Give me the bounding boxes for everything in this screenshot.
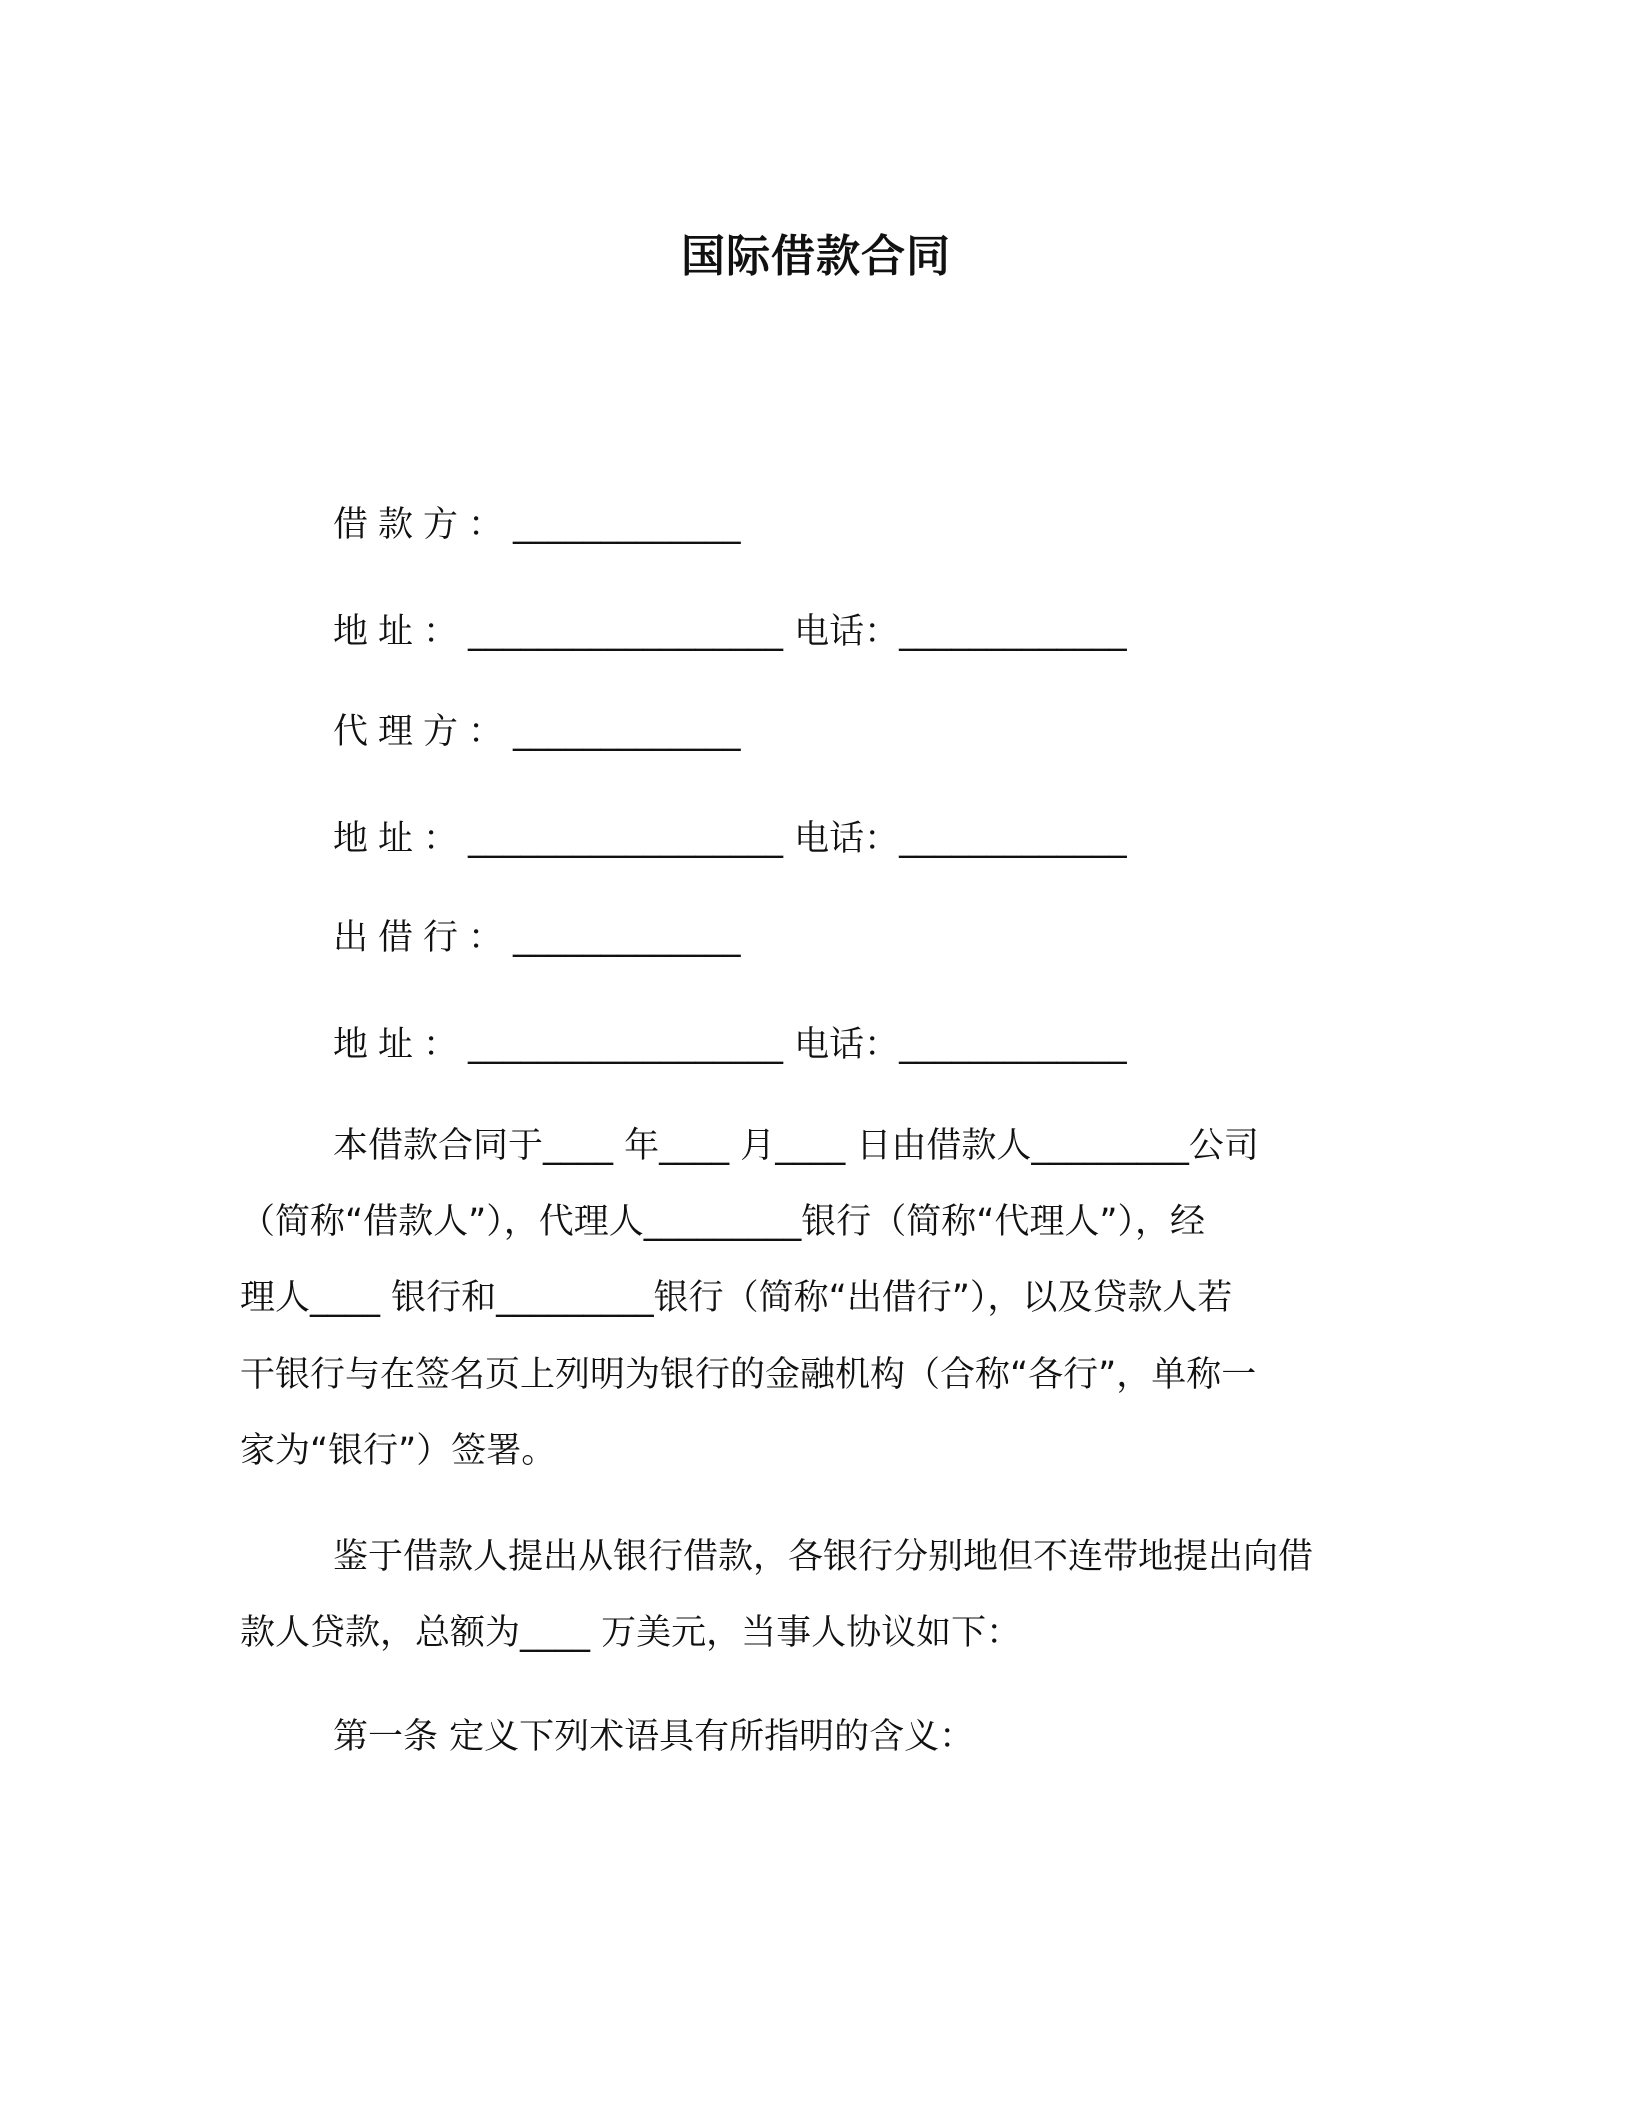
agent-phone-label: 电话： xyxy=(794,819,900,859)
lender-address-label: 地址： xyxy=(333,1025,469,1065)
paragraph1-line-5: 家为“银行”）签署。 xyxy=(240,1431,557,1471)
agent-address-label: 地址： xyxy=(333,819,469,859)
borrower-address-blank: __________________ xyxy=(468,612,784,652)
lender-label: 出借行： xyxy=(333,918,514,958)
borrower-line xyxy=(333,497,741,547)
lender-line xyxy=(333,910,741,960)
borrower-address-label: 地址： xyxy=(333,612,469,652)
borrower-address-line xyxy=(333,604,1127,654)
paragraph1-line-3: 理人____ 银行和_________银行（简称“出借行”），以及贷款人若 xyxy=(240,1278,1233,1318)
lender-phone-label: 电话： xyxy=(794,1025,900,1065)
borrower-phone-blank: _____________ xyxy=(899,612,1127,652)
agent-line xyxy=(333,704,741,754)
paragraph1-line-2: （简称“借款人”），代理人_________银行（简称“代理人”），经 xyxy=(240,1202,1206,1242)
lender-address-blank: __________________ xyxy=(468,1025,784,1065)
lender-phone-blank: _____________ xyxy=(899,1025,1127,1065)
lender-blank: _____________ xyxy=(513,918,741,958)
agent-phone-blank: _____________ xyxy=(899,819,1127,859)
document-title: 国际借款合同 xyxy=(681,231,951,282)
lender-address-line xyxy=(333,1017,1127,1067)
agent-address-blank: __________________ xyxy=(468,819,784,859)
borrower-label: 借款方： xyxy=(333,505,514,545)
agent-label: 代理方： xyxy=(333,712,514,752)
agent-address-line xyxy=(333,811,1127,861)
paragraph1-line-1: 本借款合同于____ 年____ 月____ 日由借款人_________公司 xyxy=(333,1126,1259,1166)
paragraph2-line-1: 鉴于借款人提出从银行借款，各银行分别地但不连带地提出向借 xyxy=(333,1537,1314,1577)
paragraph2-line-2: 款人贷款，总额为____ 万美元，当事人协议如下： xyxy=(240,1613,1022,1653)
agent-blank: _____________ xyxy=(513,712,741,752)
borrower-phone-label: 电话： xyxy=(794,612,900,652)
article1-heading: 第一条 定义下列术语具有所指明的含义： xyxy=(333,1717,975,1757)
paragraph1-line-4: 干银行与在签名页上列明为银行的金融机构（合称“各行”，单称一 xyxy=(240,1355,1257,1395)
borrower-blank: _____________ xyxy=(513,505,741,545)
